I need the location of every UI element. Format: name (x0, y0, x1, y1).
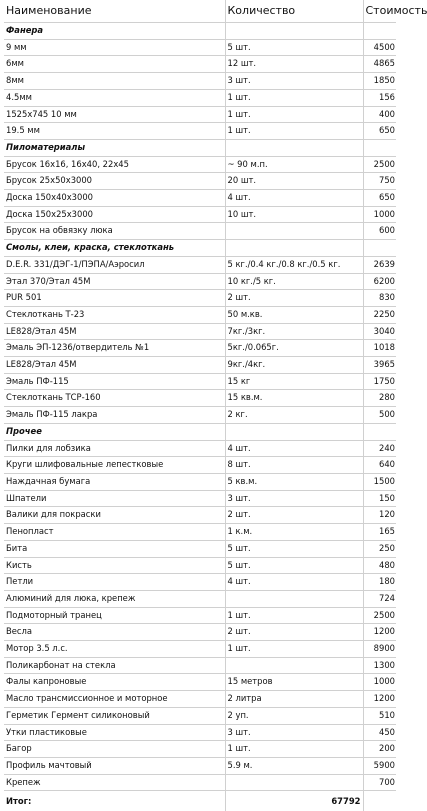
table-row (4, 590, 396, 607)
cost-cell[interactable]: 5900 (363, 757, 396, 774)
name-cell[interactable]: Доска 150х40х3000 (4, 190, 225, 207)
section-row (4, 423, 396, 440)
qty-cell[interactable]: ~ 90 м.п. (225, 156, 363, 173)
qty-cell[interactable]: 15 кв.м. (225, 390, 363, 407)
cost-cell[interactable]: 120 (363, 507, 396, 524)
table-row (4, 357, 396, 374)
table-row (4, 173, 396, 190)
cost-cell[interactable]: 510 (363, 707, 396, 724)
qty-cell[interactable]: 15 метров (225, 674, 363, 691)
name-cell[interactable]: 4.5мм (4, 89, 225, 106)
cost-cell[interactable]: 2500 (363, 156, 396, 173)
table-row (4, 273, 396, 290)
name-cell[interactable]: 9 мм (4, 39, 225, 56)
name-cell[interactable]: 6мм (4, 56, 225, 73)
name-cell[interactable]: Этал 370/Этал 45М (4, 273, 225, 290)
cost-cell[interactable]: 1200 (363, 624, 396, 641)
cost-cell[interactable] (363, 139, 396, 156)
cost-cell[interactable]: 500 (363, 407, 396, 424)
cost-table (4, 0, 427, 811)
qty-cell[interactable]: 2 литра (225, 691, 363, 708)
table-row (4, 373, 396, 390)
qty-cell[interactable] (225, 774, 363, 791)
qty-cell[interactable]: 1 шт. (225, 741, 363, 758)
name-cell[interactable]: Круги шлифовальные лепестковые (4, 457, 225, 474)
cost-cell[interactable]: 6200 (363, 273, 396, 290)
table-row (4, 256, 396, 273)
table-row (4, 223, 396, 240)
cost-cell[interactable]: 150 (363, 490, 396, 507)
name-cell[interactable]: Утки пластиковые (4, 724, 225, 741)
cost-cell[interactable]: 700 (363, 774, 396, 791)
qty-cell[interactable]: 8 шт. (225, 457, 363, 474)
cost-cell[interactable]: 400 (363, 106, 396, 123)
table-row (4, 39, 396, 56)
name-cell[interactable]: Эмаль ПФ-115 (4, 373, 225, 390)
cost-cell[interactable]: 650 (363, 190, 396, 207)
qty-cell[interactable]: 4 шт. (225, 190, 363, 207)
qty-cell[interactable]: 5.9 м. (225, 757, 363, 774)
name-cell[interactable]: Весла (4, 624, 225, 641)
qty-cell[interactable]: 5 кв.м. (225, 473, 363, 490)
name-cell[interactable]: Подмоторный транец (4, 607, 225, 624)
qty-cell[interactable]: 9кг./4кг. (225, 357, 363, 374)
name-cell[interactable]: Фалы капроновые (4, 674, 225, 691)
table-row (4, 473, 396, 490)
total-empty-cell[interactable] (363, 791, 396, 811)
name-cell[interactable]: Алюминий для люка, крепеж (4, 590, 225, 607)
table-row (4, 290, 396, 307)
qty-cell[interactable]: 5 шт. (225, 540, 363, 557)
qty-cell[interactable]: 3 шт. (225, 724, 363, 741)
table-row (4, 774, 396, 791)
qty-cell[interactable] (225, 590, 363, 607)
cost-cell[interactable]: 2250 (363, 306, 396, 323)
qty-cell[interactable]: 1 шт. (225, 89, 363, 106)
name-cell[interactable]: Прочее (4, 423, 225, 440)
name-cell[interactable]: LE828/Этал 45М (4, 357, 225, 374)
table-row (4, 323, 396, 340)
qty-cell[interactable]: 2 шт. (225, 290, 363, 307)
qty-cell[interactable]: 15 кг (225, 373, 363, 390)
cost-cell[interactable]: 250 (363, 540, 396, 557)
qty-cell[interactable]: 12 шт. (225, 56, 363, 73)
cost-cell[interactable]: 1300 (363, 657, 396, 674)
section-row (4, 23, 396, 40)
table-row (4, 390, 396, 407)
qty-cell[interactable]: 3 шт. (225, 490, 363, 507)
qty-cell[interactable]: 7кг./3кг. (225, 323, 363, 340)
name-cell[interactable]: Бита (4, 540, 225, 557)
table-row (4, 89, 396, 106)
cost-cell[interactable]: 450 (363, 724, 396, 741)
cost-cell[interactable]: 724 (363, 590, 396, 607)
name-cell[interactable]: PUR 501 (4, 290, 225, 307)
qty-cell[interactable]: 1 к.м. (225, 524, 363, 541)
name-cell[interactable]: D.E.R. 331/ДЭГ-1/ПЭПА/Аэросил (4, 256, 225, 273)
qty-cell[interactable] (225, 240, 363, 257)
cost-cell[interactable]: 480 (363, 557, 396, 574)
table-row (4, 490, 396, 507)
table-row (4, 206, 396, 223)
name-cell[interactable]: Пиломатериалы (4, 139, 225, 156)
cost-cell[interactable]: 1000 (363, 206, 396, 223)
cost-cell[interactable]: 2500 (363, 607, 396, 624)
cost-cell[interactable]: 4500 (363, 39, 396, 56)
table-row (4, 691, 396, 708)
table-row (4, 106, 396, 123)
table-row (4, 674, 396, 691)
name-cell[interactable]: Пенопласт (4, 524, 225, 541)
qty-cell[interactable]: 2 уп. (225, 707, 363, 724)
cost-cell[interactable]: 280 (363, 390, 396, 407)
cost-cell[interactable]: 1018 (363, 340, 396, 357)
total-value[interactable]: 67792 (225, 791, 363, 811)
cost-cell[interactable]: 4865 (363, 56, 396, 73)
qty-cell[interactable]: 10 шт. (225, 206, 363, 223)
name-cell[interactable]: Брусок 25х50х3000 (4, 173, 225, 190)
table-row (4, 641, 396, 658)
cost-cell[interactable]: 1200 (363, 691, 396, 708)
table-row (4, 73, 396, 90)
name-cell[interactable]: Стеклоткань ТСР-160 (4, 390, 225, 407)
name-cell[interactable]: Кисть (4, 557, 225, 574)
cost-cell[interactable]: 1500 (363, 473, 396, 490)
cost-cell[interactable] (363, 423, 396, 440)
name-cell[interactable]: Шпатели (4, 490, 225, 507)
qty-cell[interactable] (225, 423, 363, 440)
qty-cell[interactable]: 3 шт. (225, 73, 363, 90)
table-row (4, 440, 396, 457)
table-row (4, 557, 396, 574)
cost-cell[interactable]: 3965 (363, 357, 396, 374)
qty-cell[interactable]: 2 кг. (225, 407, 363, 424)
qty-cell[interactable] (225, 139, 363, 156)
header-name-cell[interactable]: Наименование (4, 0, 225, 23)
qty-cell[interactable]: 50 м.кв. (225, 306, 363, 323)
cost-cell[interactable]: 1000 (363, 674, 396, 691)
cost-cell[interactable] (363, 23, 396, 40)
table-row (4, 741, 396, 758)
qty-cell[interactable]: 4 шт. (225, 574, 363, 591)
name-cell[interactable]: Пилки для лобзика (4, 440, 225, 457)
table-row (4, 156, 396, 173)
table-row (4, 507, 396, 524)
cost-cell[interactable]: 650 (363, 123, 396, 140)
cost-cell[interactable]: 2639 (363, 256, 396, 273)
table-row (4, 707, 396, 724)
table-row (4, 123, 396, 140)
section-row (4, 240, 396, 257)
qty-cell[interactable]: 2 шт. (225, 624, 363, 641)
table-row (4, 407, 396, 424)
table-row (4, 457, 396, 474)
header-row (4, 0, 396, 23)
qty-cell[interactable]: 2 шт. (225, 507, 363, 524)
name-cell[interactable]: Багор (4, 741, 225, 758)
name-cell[interactable]: LE828/Этал 45М (4, 323, 225, 340)
total-row (4, 791, 396, 811)
qty-cell[interactable]: 1 шт. (225, 106, 363, 123)
cost-cell[interactable]: 200 (363, 741, 396, 758)
cost-cell[interactable]: 1850 (363, 73, 396, 90)
cost-cell[interactable]: 156 (363, 89, 396, 106)
name-cell[interactable]: Эмаль ПФ-115 лакра (4, 407, 225, 424)
qty-cell[interactable] (225, 23, 363, 40)
name-cell[interactable]: Брусок 16х16, 16х40, 22х45 (4, 156, 225, 173)
qty-cell[interactable]: 4 шт. (225, 440, 363, 457)
total-label[interactable]: Итог: (4, 791, 225, 811)
name-cell[interactable]: Доска 150х25х3000 (4, 206, 225, 223)
qty-cell[interactable]: 5 кг./0.4 кг./0.8 кг./0.5 кг. (225, 256, 363, 273)
name-cell[interactable]: Брусок на обвязку люка (4, 223, 225, 240)
section-row (4, 139, 396, 156)
table-row (4, 574, 396, 591)
name-cell[interactable]: Валики для покраски (4, 507, 225, 524)
name-cell[interactable]: Крепеж (4, 774, 225, 791)
table-row (4, 306, 396, 323)
cost-cell[interactable]: 1750 (363, 373, 396, 390)
cost-cell[interactable]: 8900 (363, 641, 396, 658)
qty-cell[interactable] (225, 223, 363, 240)
name-cell[interactable]: 8мм (4, 73, 225, 90)
table-row (4, 190, 396, 207)
cost-cell[interactable]: 830 (363, 290, 396, 307)
qty-cell[interactable]: 5кг./0.065г. (225, 340, 363, 357)
name-cell[interactable]: 19.5 мм (4, 123, 225, 140)
qty-cell[interactable]: 5 шт. (225, 557, 363, 574)
cost-cell[interactable]: 180 (363, 574, 396, 591)
cost-cell[interactable]: 3040 (363, 323, 396, 340)
cost-cell[interactable]: 640 (363, 457, 396, 474)
name-cell[interactable]: 1525х745 10 мм (4, 106, 225, 123)
header-qty-cell[interactable]: Количество (225, 0, 363, 23)
name-cell[interactable]: Эмаль ЭП-1236/отвердитель №1 (4, 340, 225, 357)
table-row (4, 524, 396, 541)
name-cell[interactable]: Смолы, клеи, краска, стеклоткань (4, 240, 225, 257)
qty-cell[interactable]: 1 шт. (225, 641, 363, 658)
cost-cell[interactable] (363, 240, 396, 257)
cost-cell[interactable]: 750 (363, 173, 396, 190)
table-row (4, 340, 396, 357)
cost-cell[interactable]: 600 (363, 223, 396, 240)
table-row (4, 56, 396, 73)
name-cell[interactable]: Мотор 3.5 л.с. (4, 641, 225, 658)
table-row (4, 757, 396, 774)
qty-cell[interactable] (225, 657, 363, 674)
qty-cell[interactable]: 20 шт. (225, 173, 363, 190)
table-row (4, 624, 396, 641)
name-cell[interactable]: Поликарбонат на стекла (4, 657, 225, 674)
table-row (4, 540, 396, 557)
name-cell[interactable]: Наждачная бумага (4, 473, 225, 490)
name-cell[interactable]: Профиль мачтовый (4, 757, 225, 774)
qty-cell[interactable]: 10 кг./5 кг. (225, 273, 363, 290)
name-cell[interactable]: Стеклоткань Т-23 (4, 306, 225, 323)
name-cell[interactable]: Масло трансмиссионное и моторное (4, 691, 225, 708)
name-cell[interactable]: Петли (4, 574, 225, 591)
name-cell[interactable]: Фанера (4, 23, 225, 40)
table-row (4, 607, 396, 624)
qty-cell[interactable]: 1 шт. (225, 607, 363, 624)
qty-cell[interactable]: 5 шт. (225, 39, 363, 56)
table-row (4, 657, 396, 674)
header-cost-cell[interactable]: Стоимость (363, 0, 396, 23)
table-row (4, 724, 396, 741)
cost-cell[interactable]: 240 (363, 440, 396, 457)
name-cell[interactable]: Герметик Гермент силиконовый (4, 707, 225, 724)
qty-cell[interactable]: 1 шт. (225, 123, 363, 140)
cost-cell[interactable]: 165 (363, 524, 396, 541)
